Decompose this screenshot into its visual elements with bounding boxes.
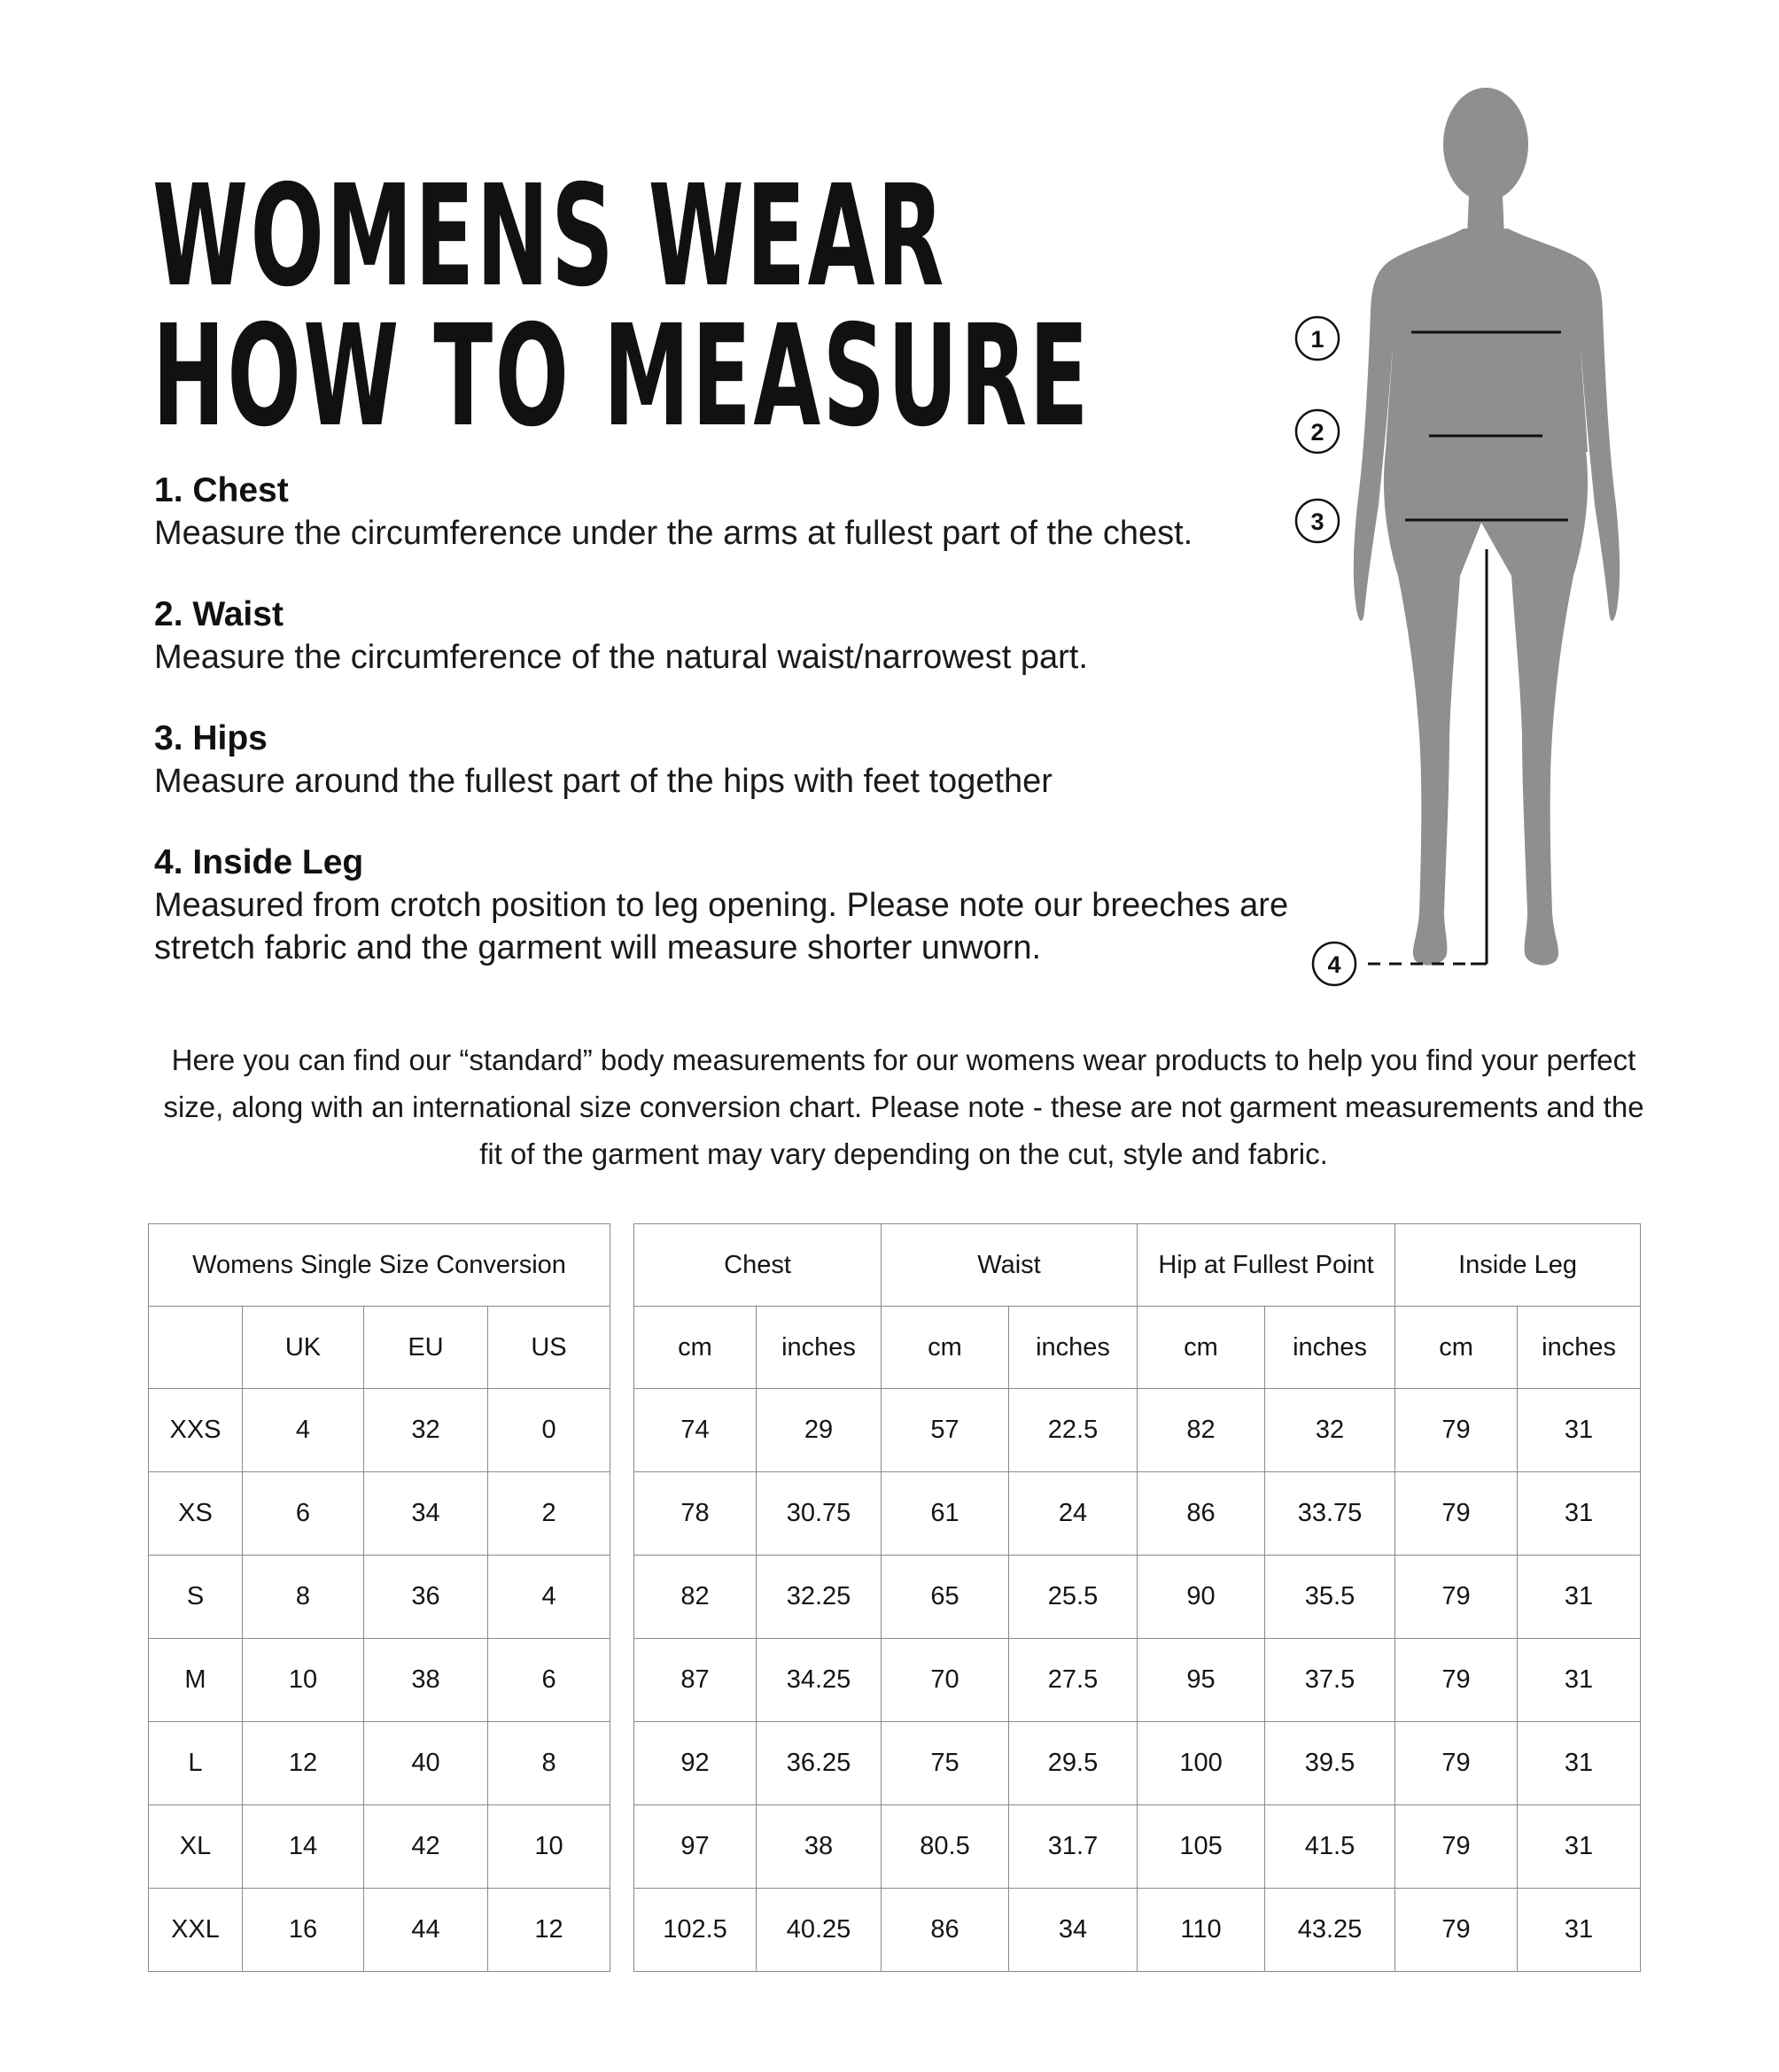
table-row <box>634 1639 1641 1722</box>
table-cell: 102.5 <box>634 1889 757 1972</box>
measurement-instructions <box>154 469 1306 1008</box>
table-cell: 92 <box>634 1722 757 1805</box>
unit-header: cm <box>634 1307 757 1389</box>
page-title <box>152 155 1091 458</box>
table-cell: 44 <box>364 1889 488 1972</box>
table-cell: 32 <box>1265 1389 1395 1472</box>
table-cell: 79 <box>1395 1556 1518 1639</box>
group-header-inside-leg: Inside Leg <box>1395 1224 1641 1307</box>
marker-1-label: 1 <box>1310 326 1325 353</box>
table-row <box>149 1889 610 1972</box>
instruction-text: Measure the circumference under the arms at fullest part of the chest. <box>154 515 1193 552</box>
table-cell: 87 <box>634 1639 757 1722</box>
table-row <box>149 1389 610 1472</box>
table-cell: 79 <box>1395 1389 1518 1472</box>
table-cell: 4 <box>488 1556 610 1639</box>
table-cell: 79 <box>1395 1722 1518 1805</box>
table-cell: 24 <box>1009 1472 1138 1556</box>
table-cell: 25.5 <box>1009 1556 1138 1639</box>
table-cell: 34.25 <box>757 1639 882 1722</box>
unit-header: inches <box>1518 1307 1641 1389</box>
table-row <box>149 1472 610 1556</box>
size-label: M <box>149 1639 243 1722</box>
size-label: XL <box>149 1805 243 1889</box>
group-header-hip: Hip at Fullest Point <box>1138 1224 1395 1307</box>
table-cell: 40 <box>364 1722 488 1805</box>
size-column-header <box>149 1307 243 1389</box>
instruction-hips <box>154 718 1306 803</box>
table-cell: 31 <box>1518 1889 1641 1972</box>
table-row <box>149 1805 610 1889</box>
size-label: XXL <box>149 1889 243 1972</box>
table-cell: 100 <box>1138 1722 1265 1805</box>
table-cell: 27.5 <box>1009 1639 1138 1722</box>
table-cell: 29 <box>757 1389 882 1472</box>
instruction-text: Measured from crotch position to leg opening. Please note our breeches are stretch fabric and the garment will measure shorter unworn. <box>154 887 1289 966</box>
group-header-waist: Waist <box>882 1224 1138 1307</box>
table-row <box>634 1722 1641 1805</box>
table-row <box>149 1639 610 1722</box>
size-column-header: US <box>488 1307 610 1389</box>
unit-header: inches <box>1265 1307 1395 1389</box>
table-cell: 31 <box>1518 1556 1641 1639</box>
table-cell: 6 <box>243 1472 364 1556</box>
table-cell: 38 <box>757 1805 882 1889</box>
table-cell: 79 <box>1395 1472 1518 1556</box>
marker-2 <box>1296 410 1339 453</box>
table-cell: 82 <box>634 1556 757 1639</box>
marker-4 <box>1313 943 1356 985</box>
table-cell: 90 <box>1138 1556 1265 1639</box>
instruction-chest <box>154 469 1306 555</box>
table-cell: 80.5 <box>882 1805 1009 1889</box>
table-cell: 79 <box>1395 1639 1518 1722</box>
table-cell: 31 <box>1518 1389 1641 1472</box>
table-cell: 0 <box>488 1389 610 1472</box>
table-row <box>634 1805 1641 1889</box>
table-cell: 39.5 <box>1265 1722 1395 1805</box>
table-cell: 10 <box>243 1639 364 1722</box>
table-row <box>149 1556 610 1639</box>
table-cell: 35.5 <box>1265 1556 1395 1639</box>
table-cell: 32 <box>364 1389 488 1472</box>
table-cell: 36.25 <box>757 1722 882 1805</box>
table-row <box>634 1472 1641 1556</box>
table-cell: 97 <box>634 1805 757 1889</box>
table-cell: 14 <box>243 1805 364 1889</box>
instruction-text: Measure the circumference of the natural waist/narrowest part. <box>154 639 1088 676</box>
group-header-chest: Chest <box>634 1224 882 1307</box>
table-cell: 8 <box>488 1722 610 1805</box>
table-cell: 31.7 <box>1009 1805 1138 1889</box>
table-cell: 41.5 <box>1265 1805 1395 1889</box>
size-label: L <box>149 1722 243 1805</box>
unit-header: cm <box>1138 1307 1265 1389</box>
table-cell: 86 <box>1138 1472 1265 1556</box>
size-conversion-table <box>148 1223 610 1972</box>
size-label: XS <box>149 1472 243 1556</box>
table-cell: 79 <box>1395 1889 1518 1972</box>
table-cell: 75 <box>882 1722 1009 1805</box>
instruction-heading: 4. Inside Leg <box>154 843 364 881</box>
table-cell: 31 <box>1518 1639 1641 1722</box>
table-cell: 74 <box>634 1389 757 1472</box>
table-cell: 82 <box>1138 1389 1265 1472</box>
unit-header: inches <box>1009 1307 1138 1389</box>
body-measurements-table <box>633 1223 1641 1972</box>
table-cell: 22.5 <box>1009 1389 1138 1472</box>
intro-paragraph: Here you can find our “standard” body measurements for our womens wear products to help you find your perfect size, along with an international size conversion chart. Please note - these are not garment measurements and the fit of the garment may vary depending on the cut, style and fabric. <box>163 1044 1644 1170</box>
size-column-header: UK <box>243 1307 364 1389</box>
table-cell: 4 <box>243 1389 364 1472</box>
table-cell: 79 <box>1395 1805 1518 1889</box>
table-cell: 38 <box>364 1639 488 1722</box>
table-cell: 16 <box>243 1889 364 1972</box>
body-measurement-figure <box>1276 80 1630 992</box>
marker-1 <box>1296 317 1339 360</box>
instruction-inside-leg <box>154 842 1306 969</box>
table-cell: 31 <box>1518 1722 1641 1805</box>
title-line-1: WOMENS WEAR <box>152 155 946 318</box>
marker-3 <box>1296 500 1339 542</box>
table-cell: 29.5 <box>1009 1722 1138 1805</box>
table-row <box>149 1722 610 1805</box>
table-cell: 34 <box>1009 1889 1138 1972</box>
table-cell: 6 <box>488 1639 610 1722</box>
table-cell: 2 <box>488 1472 610 1556</box>
table-cell: 78 <box>634 1472 757 1556</box>
size-column-header: EU <box>364 1307 488 1389</box>
table-cell: 61 <box>882 1472 1009 1556</box>
marker-3-label: 3 <box>1310 508 1325 535</box>
table-cell: 31 <box>1518 1805 1641 1889</box>
table-cell: 43.25 <box>1265 1889 1395 1972</box>
table-cell: 12 <box>243 1722 364 1805</box>
unit-header: cm <box>1395 1307 1518 1389</box>
table-cell: 36 <box>364 1556 488 1639</box>
size-table-title: Womens Single Size Conversion <box>149 1224 610 1307</box>
table-cell: 110 <box>1138 1889 1265 1972</box>
instruction-heading: 1. Chest <box>154 471 289 509</box>
size-label: XXS <box>149 1389 243 1472</box>
instruction-heading: 3. Hips <box>154 719 268 757</box>
table-cell: 37.5 <box>1265 1639 1395 1722</box>
unit-header: inches <box>757 1307 882 1389</box>
table-cell: 86 <box>882 1889 1009 1972</box>
table-cell: 30.75 <box>757 1472 882 1556</box>
size-label: S <box>149 1556 243 1639</box>
table-row <box>634 1889 1641 1972</box>
marker-2-label: 2 <box>1310 419 1325 446</box>
marker-4-label: 4 <box>1327 951 1341 978</box>
table-cell: 57 <box>882 1389 1009 1472</box>
table-cell: 31 <box>1518 1472 1641 1556</box>
table-cell: 8 <box>243 1556 364 1639</box>
table-cell: 42 <box>364 1805 488 1889</box>
instruction-text: Measure around the fullest part of the hips with feet together <box>154 763 1053 800</box>
title-line-2: HOW TO MEASURE <box>152 295 1091 458</box>
table-cell: 70 <box>882 1639 1009 1722</box>
table-cell: 33.75 <box>1265 1472 1395 1556</box>
table-cell: 12 <box>488 1889 610 1972</box>
table-cell: 32.25 <box>757 1556 882 1639</box>
instruction-waist <box>154 594 1306 679</box>
unit-header: cm <box>882 1307 1009 1389</box>
table-row <box>634 1389 1641 1472</box>
table-cell: 105 <box>1138 1805 1265 1889</box>
table-cell: 65 <box>882 1556 1009 1639</box>
table-cell: 10 <box>488 1805 610 1889</box>
table-cell: 40.25 <box>757 1889 882 1972</box>
table-cell: 95 <box>1138 1639 1265 1722</box>
table-cell: 34 <box>364 1472 488 1556</box>
instruction-heading: 2. Waist <box>154 595 284 633</box>
table-row <box>634 1556 1641 1639</box>
